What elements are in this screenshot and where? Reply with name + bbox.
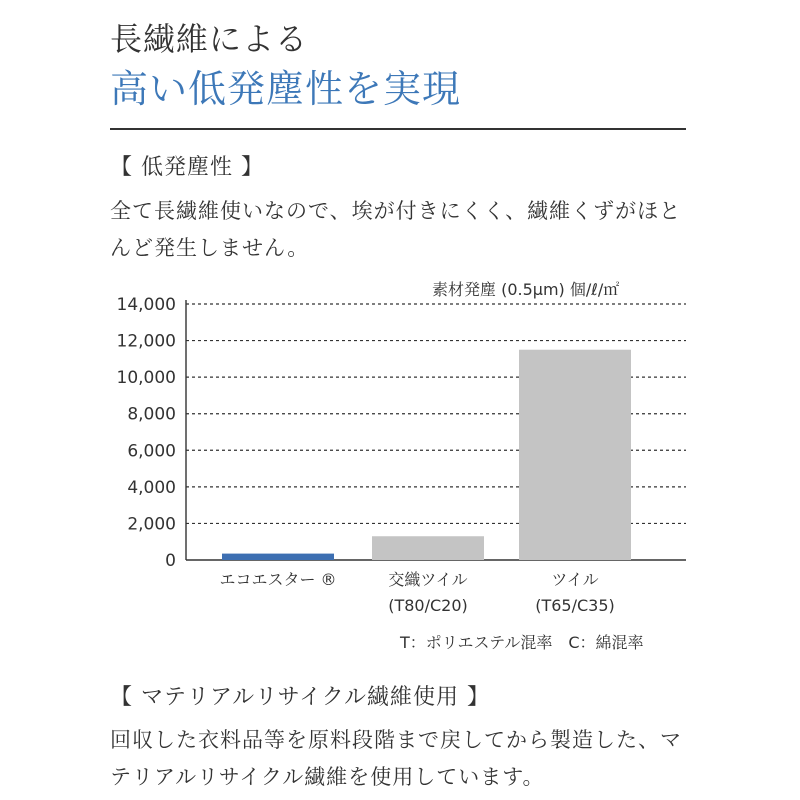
chart-note: T：ポリエステル混率 C：綿混率	[400, 633, 644, 652]
bar	[372, 536, 484, 560]
y-tick-label: 8,000	[127, 404, 176, 425]
y-tick-label: 6,000	[127, 441, 176, 462]
y-tick-label: 12,000	[116, 331, 176, 352]
x-category-label: エコエスター ®	[219, 570, 337, 589]
bar	[519, 350, 631, 560]
x-category-label: 交織ツイル	[388, 570, 468, 589]
y-tick-label: 14,000	[116, 295, 176, 315]
y-tick-label: 4,000	[127, 477, 176, 498]
headline-line1: 長繊維による	[110, 20, 309, 58]
y-tick-label: 0	[165, 551, 176, 571]
x-category-label: ツイル	[551, 570, 599, 589]
x-category-sublabel: (T65/C35)	[535, 596, 615, 615]
section-title-low-dust: 【 低発塵性 】	[110, 155, 264, 180]
headline-line2: 高い低発塵性を実現	[110, 67, 462, 111]
y-tick-label: 10,000	[116, 368, 176, 389]
bar	[222, 554, 334, 560]
section-text-recycle: 回収した衣料品等を原料段階まで戻してから製造した、マテリアルリサイクル繊維を使用しています。	[110, 728, 682, 789]
x-category-sublabel: (T80/C20)	[388, 596, 468, 615]
section-text-low-dust: 全て長繊維使いなので、埃が付きにくく、繊維くずがほとんど発生しません。	[110, 199, 682, 260]
chart-unit-label: 素材発塵 (0.5μm) 個/ℓ/㎡	[432, 280, 620, 299]
section-title-recycle: 【 マテリアルリサイクル繊維使用 】	[110, 685, 491, 710]
y-tick-label: 2,000	[127, 514, 176, 535]
